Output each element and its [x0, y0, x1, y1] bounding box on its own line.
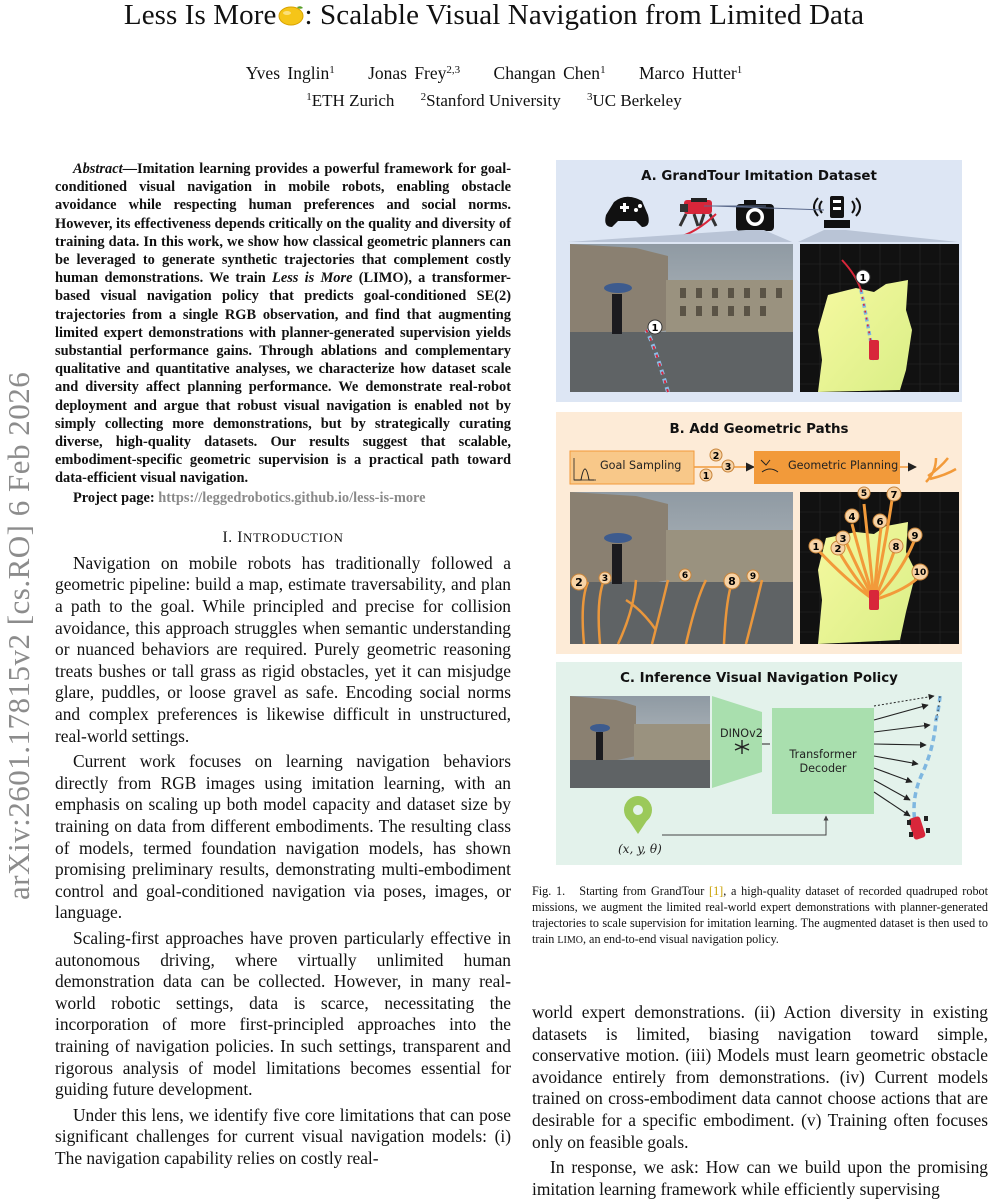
caption-method-name: LIMO — [557, 934, 583, 946]
author-3: Changan Chen$^1$ — [493, 63, 606, 83]
panel-a-map-marker: 1 — [859, 273, 867, 284]
decoder-label-line-1: Transformer — [789, 748, 857, 761]
arxiv-identifier: arXiv:2601.17815v2 [cs.RO] 6 Feb 2026 — [1, 371, 36, 900]
left-column — [55, 160, 511, 1173]
lemon-icon — [277, 3, 305, 27]
project-page: Project page: https://leggedrobotics.github.io/less-is-more — [73, 489, 426, 506]
svg-text:2: 2 — [575, 576, 583, 589]
camera-icon — [736, 200, 774, 231]
goal-pose-label: (x, y, θ) — [618, 842, 662, 856]
svg-text:1: 1 — [812, 542, 820, 553]
panel-a-title: A. GrandTour Imitation Dataset — [641, 169, 877, 184]
decoder-label-line-2: Decoder — [799, 762, 847, 775]
intro-paragraph-1: Navigation on mobile robots has traditionally followed a geometric pipeline: build a map, estimate traversability, and plan a path to the goal. While principled and precise for collision avoidance, this approach struggles when semantic understanding or nuanced behaviors are required. Purely geometric reasoning treats bushes or tall grass as rigid obstacles, yet it can misjudge glare, puddles, or loose gravel as safe. Encoding social norms and complex preferences is likewise difficult in unstructured, real-world settings. — [55, 552, 511, 746]
method-name-italic: Less is More — [272, 270, 353, 287]
affiliation-list — [0, 91, 988, 111]
intro-paragraph-3: Scaling-first approaches have proven particularly effective in autonomous driving, where virtually unlimited human demonstration data can be collected. However, in many real-world robotic settings, data is scarce, necessitating the incorporation of more first-principled approaches into the training of navigation policies. In such settings, transparent and rigorous analysis of model limitations becomes essential for guiding future development. — [55, 927, 511, 1100]
dinov2-label: DINOv2 — [720, 727, 763, 740]
svg-text:9: 9 — [749, 572, 757, 582]
title-part-2: : Scalable Visual Navigation from Limited Data — [304, 0, 865, 31]
title-part-1: Less Is More — [123, 0, 277, 31]
svg-text:8: 8 — [728, 575, 736, 588]
intro-paragraph-4: Under this lens, we identify five core limitations that can pose significant challenges for current visual navigation models: (i) The navigation capability relies on costly real- — [55, 1104, 511, 1168]
goal-sampling-label: Goal Sampling — [600, 459, 682, 472]
affiliation-1: $^1$ETH Zurich — [306, 91, 395, 110]
citation-link[interactable]: [1] — [709, 884, 724, 898]
author-1: Yves Inglin$^1$ — [245, 63, 335, 83]
section-heading-introduction: I. INTRODUCTION — [222, 528, 344, 546]
intro-paragraph-2: Current work focuses on learning navigation behaviors directly from RGB images using imitation learning, with an emphasis on scaling up both model capacity and dataset size by training on data from different embodiments. The resulting class of models, termed foundation navigation models, has shown promising preliminary results, demonstrating multi-embodiment control and goal-conditioned navigation via poses, images, or language. — [55, 751, 511, 923]
panel-b-title: B. Add Geometric Paths — [669, 422, 849, 437]
svg-text:6: 6 — [681, 571, 689, 581]
project-url-link[interactable]: https://leggedrobotics.github.io/less-is-more — [158, 489, 426, 506]
svg-text:3: 3 — [724, 462, 732, 473]
svg-text:3: 3 — [601, 574, 609, 584]
dinov2-encoder-block — [712, 696, 762, 788]
svg-text:8: 8 — [892, 542, 900, 553]
svg-text:2: 2 — [834, 544, 842, 555]
figure-caption: Fig. 1. Starting from GrandTour [1], a high-quality dataset of recorded quadruped robot missions, we augment the limited real-world expert demonstrations with planner-generated trajectories to scale supervision for imitation learning. The augmented dataset is then used to train LIMO, an end-to-end visual navigation policy. — [532, 884, 988, 946]
panel-c-title: C. Inference Visual Navigation Policy — [620, 671, 898, 686]
affiliation-2: $^2$Stanford University — [420, 91, 561, 110]
figure-1 — [556, 160, 962, 865]
author-4: Marco Hutter$^1$ — [638, 63, 743, 83]
svg-text:9: 9 — [911, 531, 919, 542]
svg-text:2: 2 — [712, 451, 720, 462]
right-column — [532, 1002, 988, 1204]
svg-text:1: 1 — [702, 471, 710, 482]
svg-text:7: 7 — [890, 490, 898, 501]
panel-a-robot-marker — [869, 340, 879, 360]
panel-a-image-marker: 1 — [651, 323, 659, 334]
affiliation-3: $^3$UC Berkeley — [586, 91, 682, 110]
method-short-name: LIMO — [363, 270, 404, 287]
svg-text:3: 3 — [839, 534, 847, 545]
svg-text:5: 5 — [860, 489, 868, 499]
svg-text:10: 10 — [913, 568, 927, 578]
svg-text:6: 6 — [876, 517, 884, 528]
paper-title — [0, 0, 988, 30]
svg-text:4: 4 — [848, 512, 856, 523]
geometric-planning-label: Geometric Planning — [788, 459, 899, 472]
right-paragraph-2: In response, we ask: How can we build upon the promising imitation learning framework while efficiently supervising — [532, 1157, 988, 1199]
author-list — [0, 63, 988, 84]
right-paragraph-1: world expert demonstrations. (ii) Action diversity in existing datasets is limited, biasing navigation toward simple, conservative motion. (iii) Models must learn geometric obstacle avoidance entirely from demonstrations. (iv) Current models trained on cross-embodiment data cannot choose actions that are desirable for a specific embodiment. (v) Training often focuses only on feasible goals. — [532, 1002, 988, 1152]
figure-1-graphic — [556, 160, 962, 865]
abstract: Abstract—Imitation learning provides a powerful framework for goal-conditioned visual navigation in mobile robots, enabling obstacle avoidance while respecting human preferences and social norms. However, its effectiveness depends critically on the quality and diversity of training data. In this work, we show how classical geometric planners can be leveraged to generate synthetic trajectories that complement costly human demonstrations. We train Less is More (LIMO), a transformer-based visual navigation policy that predicts goal-conditioned SE(2) trajectories from a single RGB observation, and find that augmenting limited expert demonstrations with planner-generated supervision yields substantial performance gains. Through ablations and complementary qualitative and quantitative analyses, we characterize how dataset scale and diversity affect planning performance. We demonstrate real-robot deployment and argue that robust visual navigation is enabled not by simply collecting more demonstrations, but by strategically curating diverse, high-quality datasets. Our results suggest that scalable, embodiment-specific geometric supervision is a practical path toward data-efficient visual navigation. — [55, 161, 511, 487]
transformer-decoder-block — [772, 708, 874, 814]
panel-b-robot-marker — [869, 590, 879, 610]
author-2: Jonas Frey$^{2,3}$ — [368, 63, 461, 83]
